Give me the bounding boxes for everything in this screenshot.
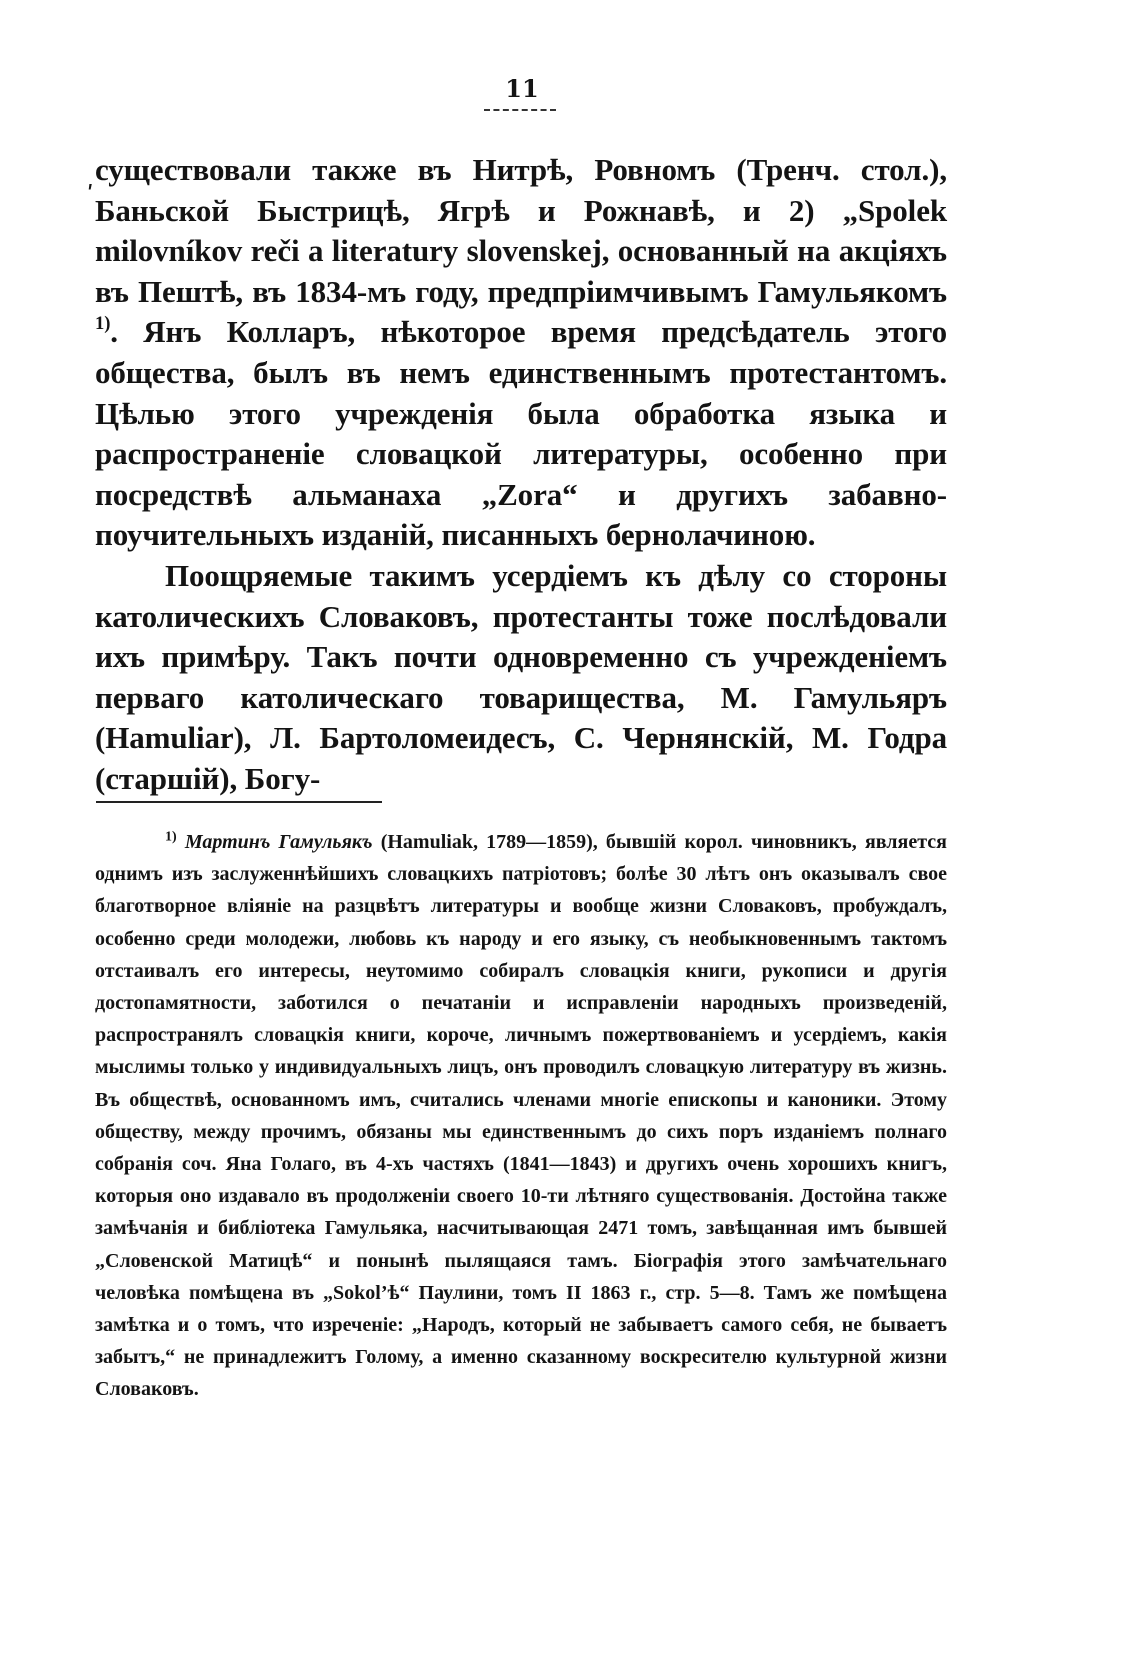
paragraph-1-text: существовали также въ Нитрѣ, Ровномъ (Тренч. стол.), Баньской Быстрицѣ, Ягрѣ и Рожнавѣ, и 2) „Spolek milovníkov reči a literatury slovenskej, основанный на акціяхъ въ Пештѣ, въ 1834-мъ году, предпріимчивымъ Гамульякомъ — [95, 152, 947, 309]
stray-print-mark: ʹ — [87, 182, 94, 208]
body-paragraph-2: Поощряемые такимъ усердіемъ къ дѣлу со стороны католическихъ Словаковъ, протестанты тоже послѣдовали ихъ примѣру. Такъ почти одновременно съ учрежденіемъ перваго католическаго товарищества, М. Гамульяръ (Hamuliar), Л. Бартоломеидесъ, С. Чернянскій, М. Годра (старшій), Богу- — [95, 557, 947, 796]
body-paragraph-1 — [95, 150, 947, 556]
paragraph-1-continuation: . Янъ Колларъ, нѣкоторое время предсѣдатель этого общества, былъ въ немъ единственнымъ протестантомъ. Цѣлью этого учрежденія была обработка языка и распространеніе словацкой литературы, особенно при посредствѣ альманаха „Zora“ и другихъ забавно-поучительныхъ изданій, писанныхъ бернолачиною. — [95, 314, 947, 553]
footnote-text: (Hamuliak, 1789—1859), бывшій корол. чиновникъ, является однимъ изъ заслуженнѣйшихъ словацкихъ патріотовъ; болѣе 30 лѣтъ онъ оказывалъ свое благотворное вліяніе на разцвѣтъ литературы и вообще жизни Словаковъ, пробуждалъ, особенно среди молодежи, любовь къ народу и его языку, съ необыкновеннымъ тактомъ отстаивалъ его интересы, неутомимо собиралъ словацкія книги, рукописи и другія достопамятности, заботился о печатаніи и исправленіи народныхъ произведеній, распространялъ словацкія книги, короче, личнымъ пожертвованіемъ и усердіемъ, какія мыслимы только у индивидуальныхъ лицъ, онъ проводилъ словацкую литературу въ жизнь. Въ обществѣ, основанномъ имъ, считались членами многіе епископы и каноники. Этому обществу, между прочимъ, обязаны мы единственнымъ до сихъ поръ изданіемъ полнаго собранія соч. Яна Голаго, въ 4-хъ частяхъ (1841—1843) и другихъ очень хорошихъ книгъ, которыя оно издавало въ продолженіи своего 10-ти лѣтняго существованія. Достойна также замѣчанія и библіотека Гамульяка, насчитывающая 2471 томъ, завѣщанная имъ бывшей „Словенской Матицѣ“ и понынѣ пылящаяся тамъ. Біографія этого замѣчательнаго человѣка помѣщена въ „Sokol’ѣ“ Паулини, томъ II 1863 г., стр. 5—8. Тамъ же помѣщена замѣтка и о томъ, что изреченіе: „Народъ, который не забываетъ самого себя, не бываетъ забытъ,“ не принадлежитъ Голому, а именно сказанному воскресителю культурной жизни Словаковъ. — [95, 831, 947, 1401]
footnote-separator — [96, 801, 382, 803]
footnote-marker: 1) — [165, 829, 177, 845]
page-number: 11 — [505, 74, 539, 103]
page-number-rule — [484, 109, 556, 111]
footnote-author: Мартинъ Гамульякъ — [184, 831, 373, 853]
footnote-reference: 1) — [95, 313, 111, 335]
footnote-1 — [95, 826, 947, 1406]
main-text — [95, 150, 947, 800]
footnotes — [95, 826, 947, 1406]
